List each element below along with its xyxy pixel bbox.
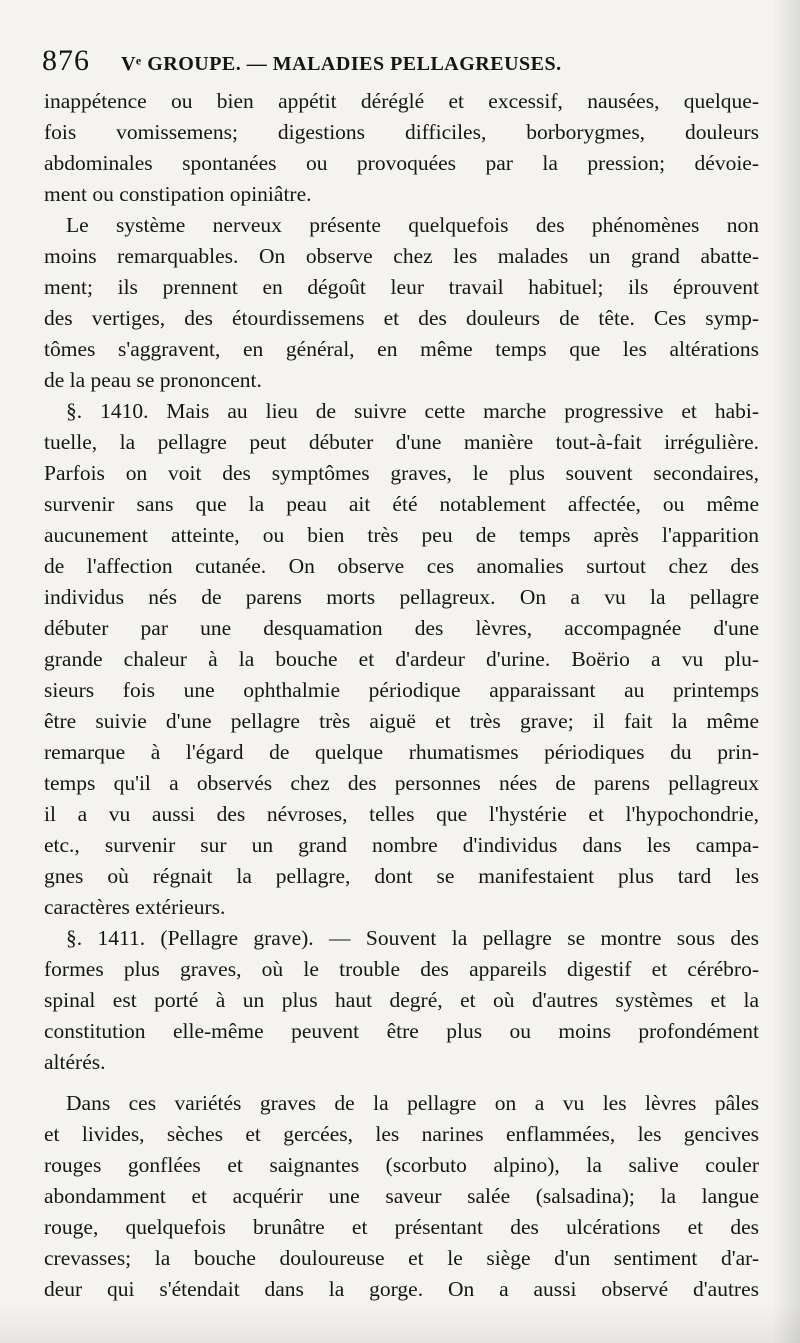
text-line: deur qui s'étendait dans la gorge. On a aussi observé d'autres xyxy=(44,1277,759,1301)
text-line: spinal est porté à un plus haut degré, et où d'autres systèmes et la xyxy=(44,988,759,1012)
body-text xyxy=(44,86,759,1305)
text-line: rouges gonflées et saignantes (scorbuto alpino), la salive couler xyxy=(44,1153,759,1177)
page-header xyxy=(42,44,762,80)
text-line: Parfois on voit des symptômes graves, le plus souvent secondaires, xyxy=(44,461,759,485)
text-line: fois vomissemens; digestions difficiles, borborygmes, douleurs xyxy=(44,120,759,144)
text-line: moins remarquables. On observe chez les malades un grand abatte- xyxy=(44,244,759,268)
text-line: aucunement atteinte, ou bien très peu de temps après l'apparition xyxy=(44,523,759,547)
text-line: §. 1410. Mais au lieu de suivre cette marche progressive et habi- xyxy=(66,399,759,423)
text-line: tuelle, la pellagre peut débuter d'une manière tout-à-fait irrégulière. xyxy=(44,430,759,454)
text-line: abondamment et acquérir une saveur salée (salsadina); la langue xyxy=(44,1184,759,1208)
text-line: §. 1411. (Pellagre grave). — Souvent la pellagre se montre sous des xyxy=(66,926,759,950)
text-line: etc., survenir sur un grand nombre d'individus dans les campa- xyxy=(44,833,759,857)
text-line: altérés. xyxy=(44,1050,106,1074)
running-title: Vᵉ GROUPE. — MALADIES PELLAGREUSES. xyxy=(121,53,562,75)
paragraph-gap xyxy=(44,1078,759,1088)
text-line: caractères extérieurs. xyxy=(44,895,226,919)
text-line: abdominales spontanées ou provoquées par la pression; dévoie- xyxy=(44,151,759,175)
text-line: rouge, quelquefois brunâtre et présentant des ulcérations et des xyxy=(44,1215,759,1239)
page-number: 876 xyxy=(42,44,90,77)
text-line: des vertiges, des étourdissemens et des douleurs de tête. Ces symp- xyxy=(44,306,759,330)
text-line: ment; ils prennent en dégoût leur travail habituel; ils éprouvent xyxy=(44,275,759,299)
text-line: de la peau se prononcent. xyxy=(44,368,262,392)
text-line: constitution elle-même peuvent être plus ou moins profondément xyxy=(44,1019,759,1043)
text-line: être suivie d'une pellagre très aiguë et très grave; il fait la même xyxy=(44,709,759,733)
text-line: et livides, sèches et gercées, les narines enflammées, les gencives xyxy=(44,1122,759,1146)
text-line: tômes s'aggravent, en général, en même temps que les altérations xyxy=(44,337,759,361)
text-line: de l'affection cutanée. On observe ces anomalies surtout chez des xyxy=(44,554,759,578)
text-line: sieurs fois une ophthalmie périodique apparaissant au printemps xyxy=(44,678,759,702)
text-line: crevasses; la bouche douloureuse et le siège d'un sentiment d'ar- xyxy=(44,1246,759,1270)
text-line: survenir sans que la peau ait été notablement affectée, ou même xyxy=(44,492,759,516)
text-line: Le système nerveux présente quelquefois des phénomènes non xyxy=(66,213,759,237)
text-line: grande chaleur à la bouche et d'ardeur d'urine. Boërio a vu plu- xyxy=(44,647,759,671)
text-line: gnes où régnait la pellagre, dont se manifestaient plus tard les xyxy=(44,864,759,888)
text-line: débuter par une desquamation des lèvres, accompagnée d'une xyxy=(44,616,759,640)
text-line: remarque à l'égard de quelque rhumatismes périodiques du prin- xyxy=(44,740,759,764)
text-line: formes plus graves, où le trouble des appareils digestif et cérébro- xyxy=(44,957,759,981)
text-line: il a vu aussi des névroses, telles que l'hystérie et l'hypochondrie, xyxy=(44,802,759,826)
text-line: inappétence ou bien appétit déréglé et excessif, nausées, quelque- xyxy=(44,89,759,113)
text-line: individus nés de parens morts pellagreux. On a vu la pellagre xyxy=(44,585,759,609)
text-line: temps qu'il a observés chez des personnes nées de parens pellagreux xyxy=(44,771,759,795)
text-line: Dans ces variétés graves de la pellagre on a vu les lèvres pâles xyxy=(66,1091,759,1115)
text-line: ment ou constipation opiniâtre. xyxy=(44,182,312,206)
